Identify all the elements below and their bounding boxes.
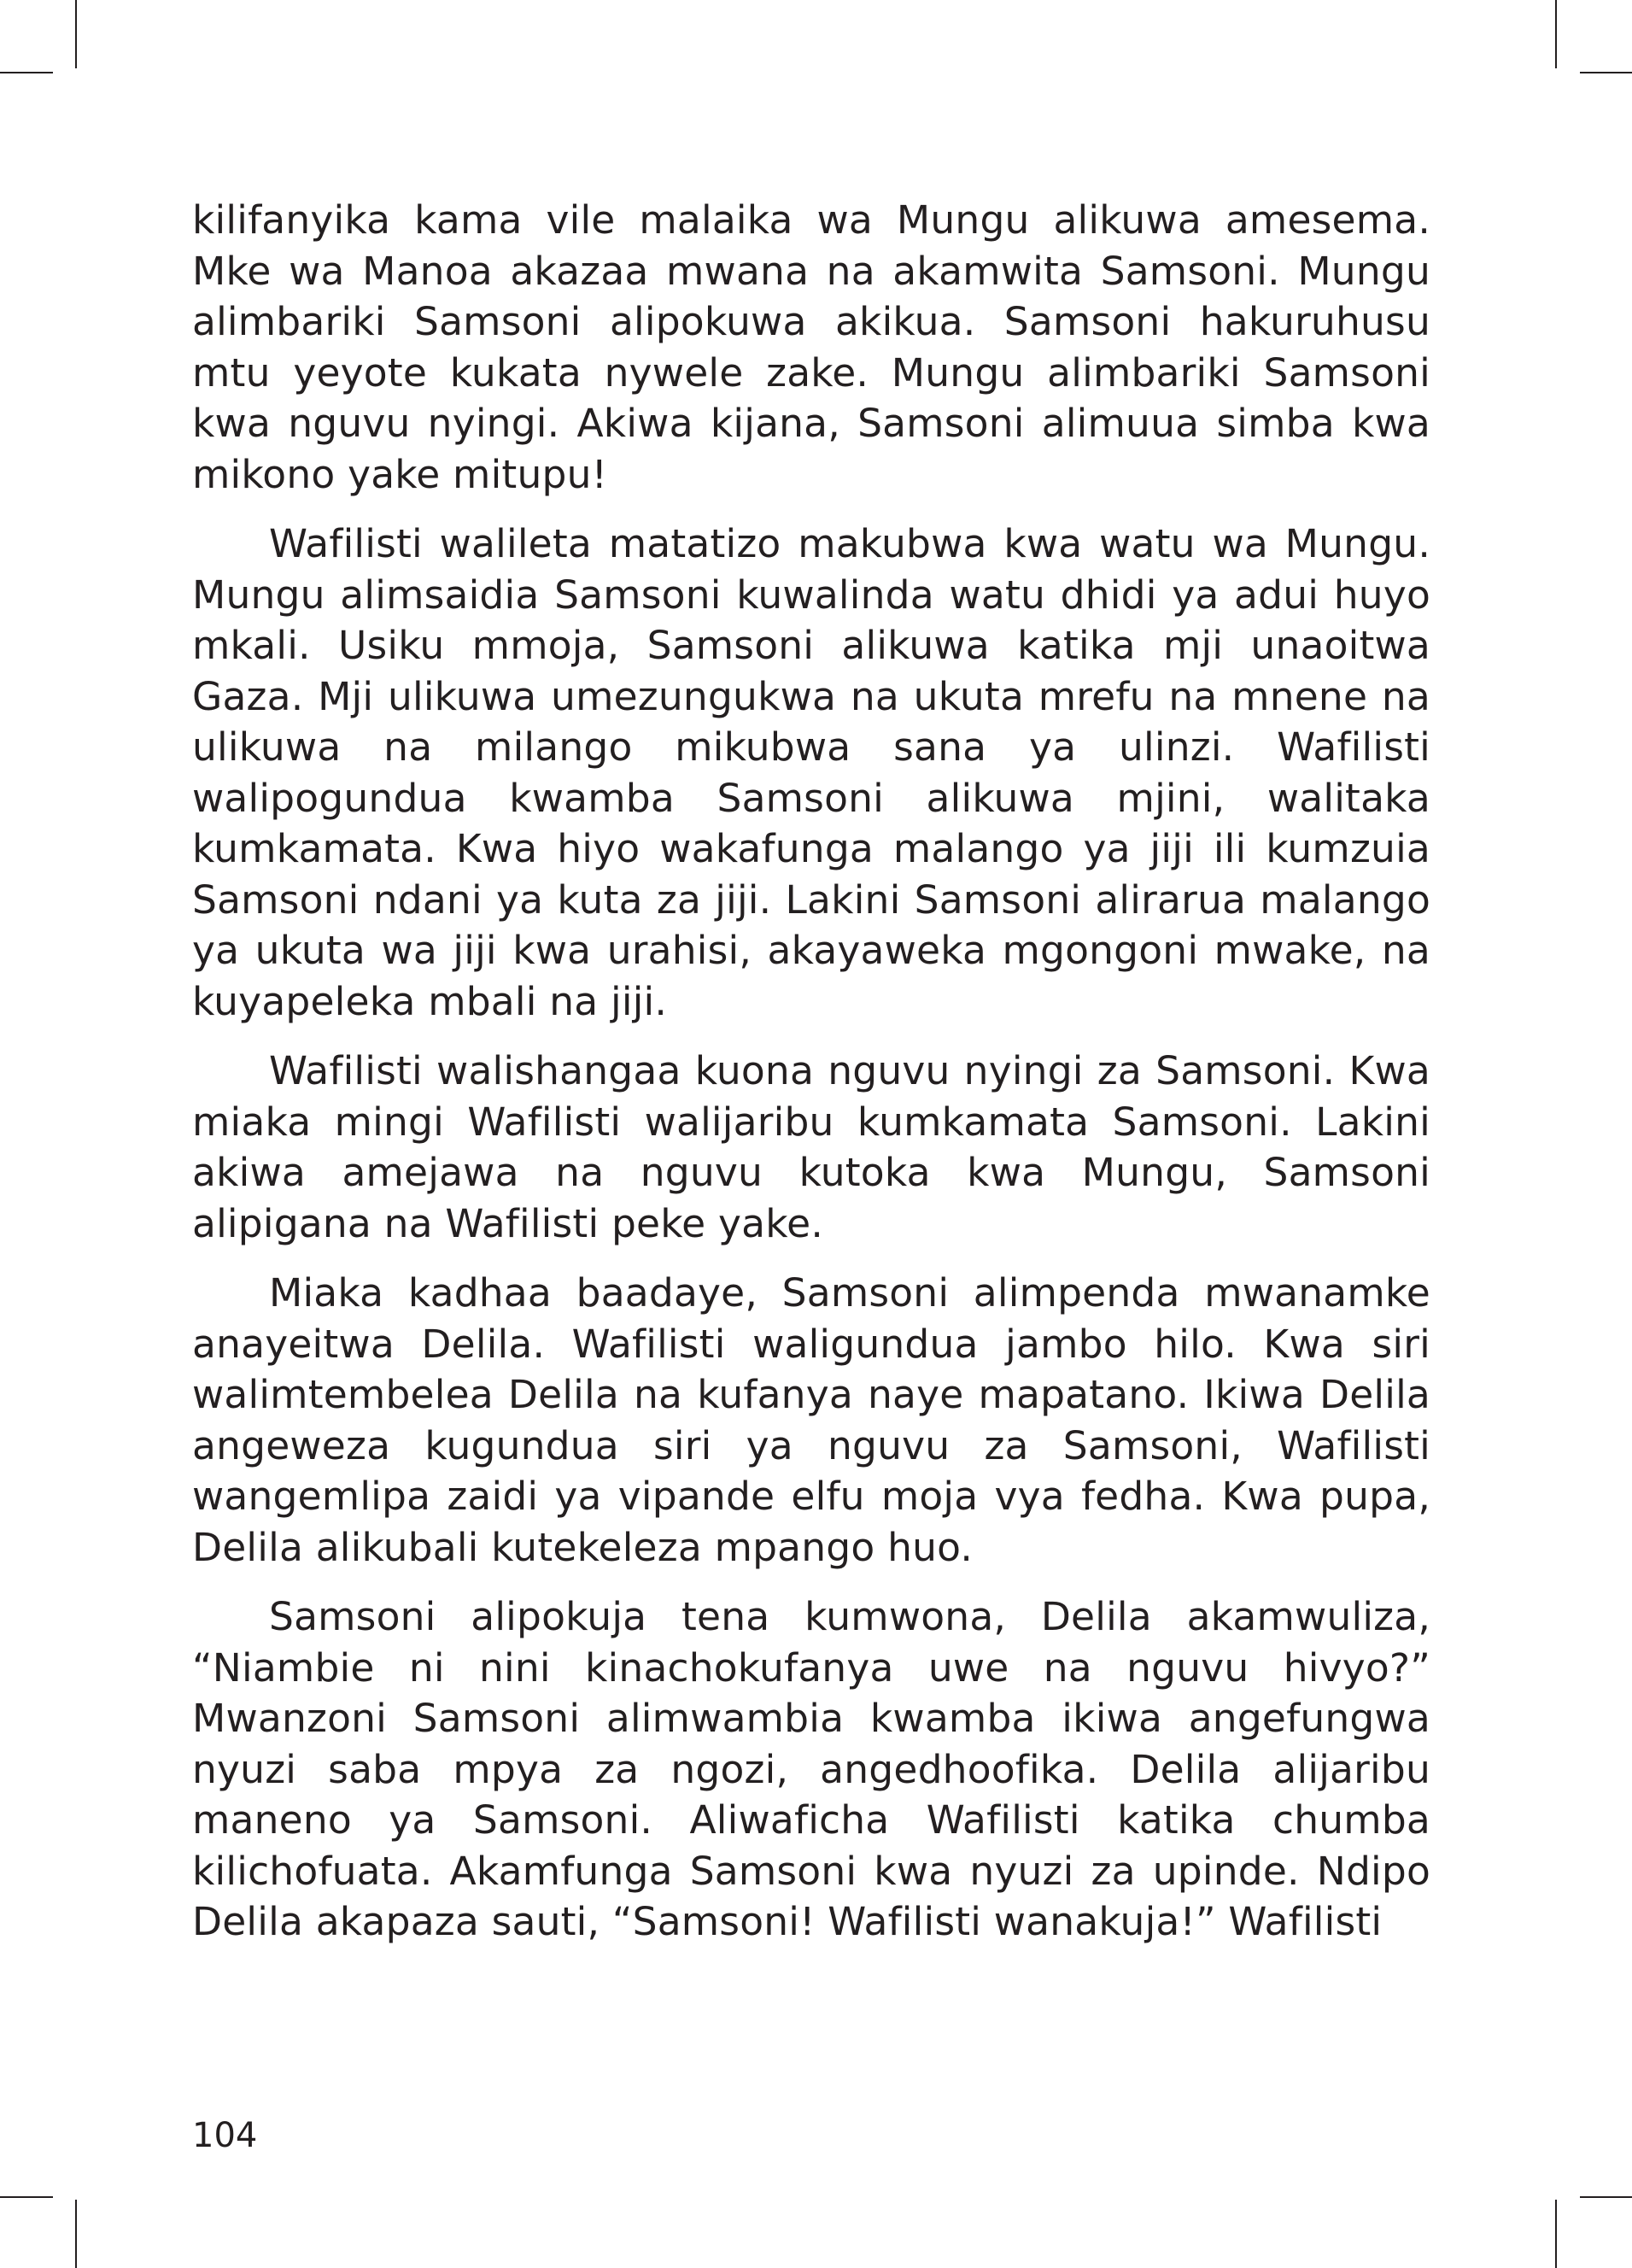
page-body bbox=[192, 195, 1430, 1966]
paragraph-wafilisti-shangaa: Wafilisti walishangaa kuona nguvu nyingi za Samsoni. Kwa miaka mingi Wafilisti walijaribu kumkamata Samsoni. Lakini akiwa amejawa na nguvu kutoka kwa Mungu, Samsoni alipigana na Wafilisti peke yake. bbox=[192, 1048, 1430, 1246]
crop-mark-top-left-horizontal bbox=[0, 72, 53, 73]
paragraph-wafilisti-gaza: Wafilisti walileta matatizo makubwa kwa watu wa Mungu. Mungu alimsaidia Samsoni kuwalinda watu dhidi ya adui huyo mkali. Usiku mmoja, Samsoni alikuwa katika mji unaoitwa Gaza. Mji ulikuwa umezungukwa na ukuta mrefu na mnene na ulikuwa na milango mikubwa sana ya ulinzi. Wafilisti walipogundua kwamba Samsoni alikuwa mjini, walitaka kumkamata. Kwa hiyo wakafunga malango ya jiji ili kumzuia Samsoni ndani ya kuta za jiji. Lakini Samsoni alirarua malango ya ukuta wa jiji kwa urahisi, akayaweka mgongoni mwake, na kuyapeleka mbali na jiji. bbox=[192, 521, 1430, 1024]
crop-mark-top-left-vertical bbox=[75, 0, 77, 68]
page-number: 104 bbox=[192, 2116, 258, 2155]
crop-mark-bottom-right-horizontal bbox=[1580, 2196, 1632, 2198]
crop-mark-bottom-left-horizontal bbox=[0, 2196, 53, 2198]
paragraph-samsoni-delila: Samsoni alipokuja tena kumwona, Delila akamwuliza, “Niambie ni nini kinachokufanya uwe na nguvu hivyo?” Mwanzoni Samsoni alimwambia kwamba ikiwa angefungwa nyuzi saba mpya za ngozi, angedhoofika. Delila alijaribu maneno ya Samsoni. Aliwaficha Wafilisti katika chumba kilichofuata. Akamfunga Samsoni kwa nyuzi za upinde. Ndipo Delila akapaza sauti, “Samsoni! Wafilisti wanakuja!” Wafilisti bbox=[192, 1594, 1430, 1944]
crop-mark-bottom-left-vertical bbox=[75, 2200, 77, 2268]
crop-mark-top-right-vertical bbox=[1555, 0, 1557, 68]
paragraph-continuation: kilifanyika kama vile malaika wa Mungu alikuwa amesema. Mke wa Manoa akazaa mwana na akamwita Samsoni. Mungu alimbariki Samsoni alipokuwa akikua. Samsoni hakuruhusu mtu yeyote kukata nywele zake. Mungu alimbariki Samsoni kwa nguvu nyingi. Akiwa kijana, Samsoni alimuua simba kwa mikono yake mitupu! bbox=[192, 197, 1430, 497]
paragraph-delila: Miaka kadhaa baadaye, Samsoni alimpenda mwanamke anayeitwa Delila. Wafilisti waligundua jambo hilo. Kwa siri walimtembelea Delila na kufanya naye mapatano. Ikiwa Delila angeweza kugundua siri ya nguvu za Samsoni, Wafilisti wangemlipa zaidi ya vipande elfu moja vya fedha. Kwa pupa, Delila alikubali kutekeleza mpango huo. bbox=[192, 1270, 1430, 1570]
crop-mark-bottom-right-vertical bbox=[1555, 2200, 1557, 2268]
crop-mark-top-right-horizontal bbox=[1580, 72, 1632, 73]
